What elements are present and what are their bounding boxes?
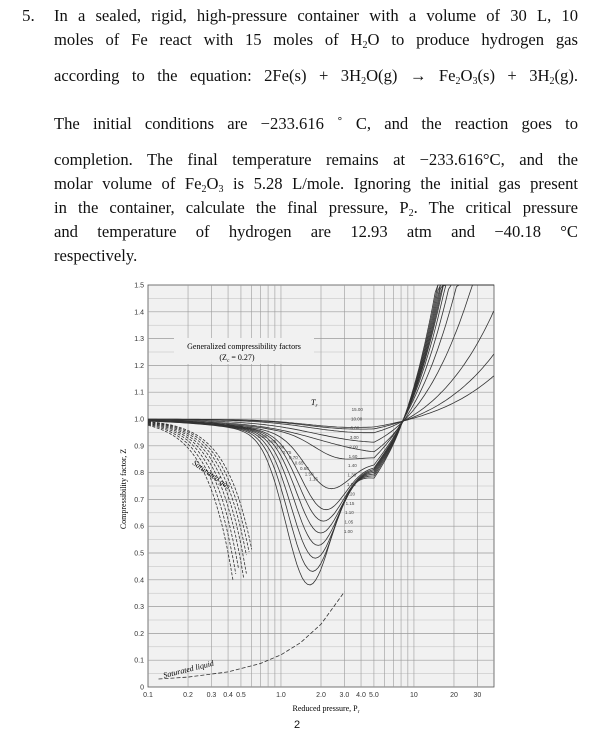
y-tick-label: 1.5 — [134, 282, 144, 290]
curve-label: 0.60 — [299, 465, 309, 471]
y-tick-label: 0.4 — [134, 577, 144, 585]
tr-label: $T_r$ — [311, 398, 318, 409]
x-tick-label: 5.0 — [369, 692, 379, 699]
x-tick-label: 0.2 — [183, 692, 193, 699]
chart-subtitle: $(Z_c = 0.27)$ — [219, 353, 255, 364]
paragraph-line: completion. The final temperature remains at −233.616°C, and the — [54, 150, 578, 169]
x-tick-label: 0.5 — [236, 692, 246, 699]
curve-label: 0.70 — [289, 455, 298, 461]
y-tick-label: 0.3 — [134, 604, 144, 612]
y-tick-label: 0.7 — [134, 496, 144, 504]
curve-label: 15.00 — [351, 406, 363, 412]
paragraph-line: In a sealed, rigid, high-pressure container with a volume of 30 L, 10 — [54, 6, 578, 25]
chart-title: Generalized compressibility factors — [187, 342, 301, 351]
curve-label: 1.60 — [348, 453, 358, 459]
y-tick-label: 1.0 — [134, 416, 144, 424]
x-tick-label: 4.0 — [356, 692, 366, 699]
paragraph-line: in the container, calculate the final pressure, $P_2$. The critical pressure — [54, 198, 578, 219]
y-tick-label: 0.1 — [134, 657, 144, 665]
x-tick-label: 20 — [450, 692, 458, 699]
curve-label: 1.25 — [346, 482, 356, 487]
saturated-liquid-label: Saturated liquid — [162, 658, 215, 680]
y-tick-label: 1.4 — [134, 309, 144, 317]
curve-label: 1.20 — [346, 491, 356, 497]
curve-label: 0.75 — [282, 449, 292, 455]
question-paragraph-1 — [54, 6, 578, 90]
paragraph-line: molar volume of $Fe_2O_3$ is 5.28 L/mole. Ignoring the initial gas present — [54, 174, 578, 195]
y-axis-label: Compressibility factor, Z — [119, 448, 128, 530]
y-tick-label: 0.6 — [134, 523, 144, 531]
y-tick-label: 1.1 — [134, 389, 144, 397]
y-tick-label: 1.3 — [134, 336, 144, 344]
curve-label: 1.15 — [345, 500, 355, 506]
saturated-gas-label: Saturated gas — [190, 458, 233, 492]
curve-label: 0.65 — [294, 460, 304, 466]
x-tick-label: 0.4 — [223, 692, 233, 699]
question-number: 5. — [22, 6, 35, 25]
y-tick-label: 0 — [140, 684, 144, 692]
curve-label: 1.15 — [309, 476, 318, 482]
curve-label: 1.10 — [345, 510, 354, 516]
paragraph-line: and temperature of hydrogen are 12.93 atm and −40.18 °C — [54, 222, 578, 241]
curve-label: 1.40 — [348, 463, 357, 469]
curve-label: 0.95 — [246, 428, 256, 434]
curve-label: 1.50 — [304, 471, 314, 477]
x-tick-label: 0.1 — [143, 692, 153, 699]
x-tick-label: 1.0 — [276, 692, 286, 699]
x-tick-label: 2.0 — [316, 692, 326, 699]
x-tick-label: 10 — [410, 692, 418, 699]
curve-label: 2.00 — [349, 444, 359, 450]
y-tick-label: 0.9 — [134, 443, 144, 451]
y-tick-label: 0.2 — [134, 630, 144, 638]
curve-label: 1.00 — [343, 528, 353, 534]
x-tick-label: 3.0 — [339, 692, 350, 699]
curve-label: 1.05 — [344, 519, 354, 525]
y-tick-label: 0.5 — [134, 550, 144, 558]
curve-label: 1.30 — [347, 472, 357, 478]
curve-label: 0.85 — [267, 439, 277, 445]
y-tick-label: 0.8 — [134, 470, 144, 478]
x-tick-label: 0.3 — [206, 692, 217, 699]
y-tick-label: 1.2 — [134, 362, 144, 370]
x-axis-label: Reduced pressure, $P_r$ — [292, 704, 360, 715]
paragraph-line: respectively. — [54, 246, 138, 265]
question-paragraph-2 — [54, 114, 578, 270]
compressibility-chart — [112, 279, 502, 716]
page-number: 2 — [294, 719, 301, 731]
curve-label: 6.00 — [350, 425, 360, 431]
paragraph-line: moles of Fe react with 15 moles of $H_2O$ to produce hydrogen gas — [54, 30, 578, 51]
curve-label: 3.00 — [349, 435, 359, 441]
paragraph-2-line: The initial conditions are −233.616 ˚ C, and the reaction goes to — [54, 114, 578, 133]
curve-label: 10.00 — [351, 416, 363, 422]
curve-label: 0.90 — [257, 433, 267, 439]
curve-label: 0.80 — [275, 444, 285, 450]
x-tick-label: 30 — [473, 692, 482, 699]
paragraph-line: according to the equation: $2Fe(s) + 3H_2O(g) \to Fe_2O_3(s) + 3H_2(g)$. — [54, 66, 579, 87]
